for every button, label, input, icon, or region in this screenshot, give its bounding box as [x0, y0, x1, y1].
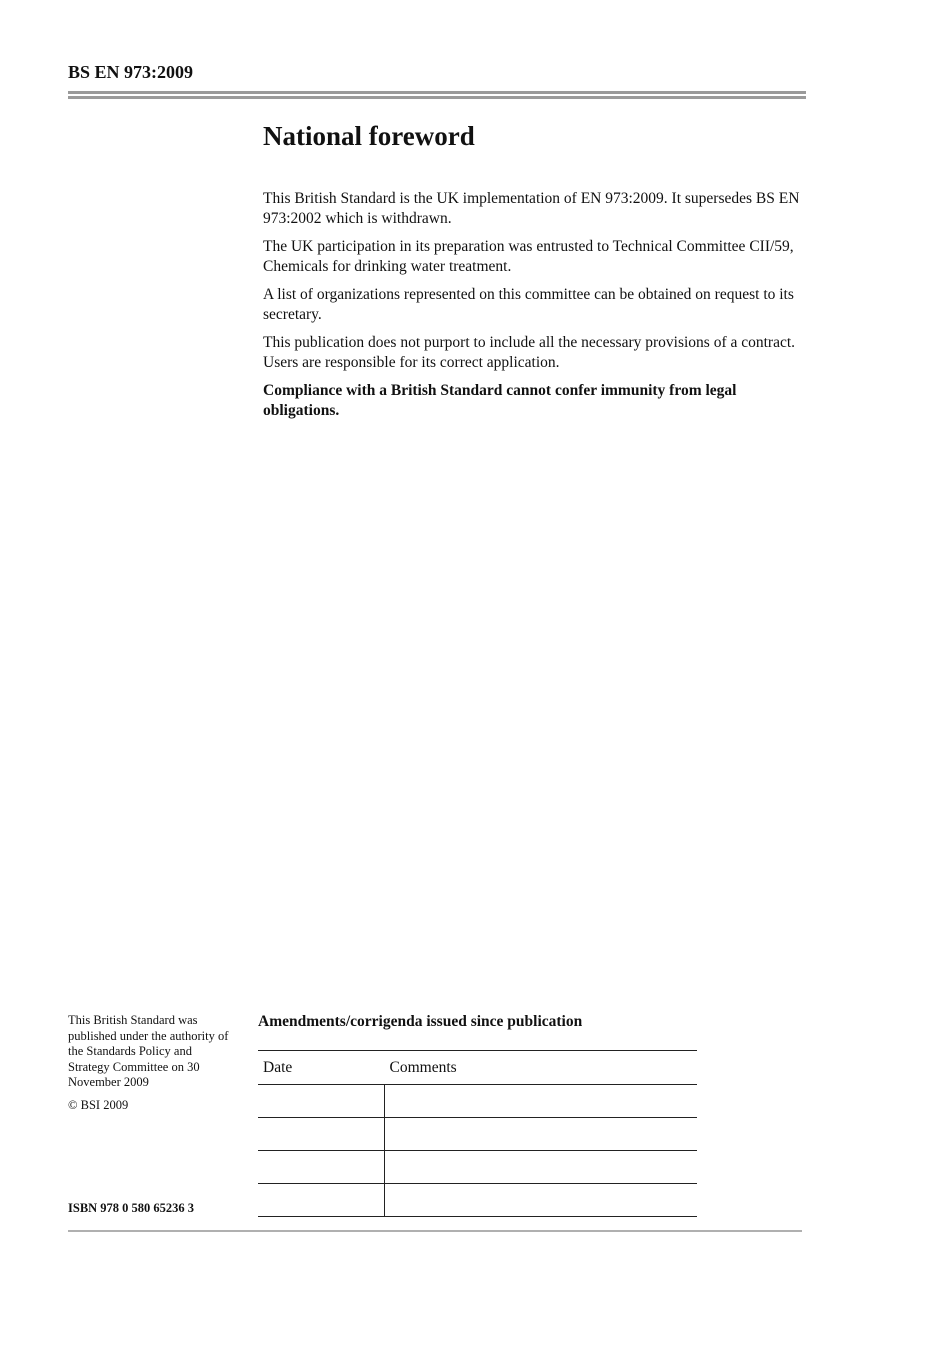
footer-rule	[68, 1230, 802, 1232]
table-cell-comments	[385, 1184, 698, 1217]
publication-note	[68, 1013, 233, 1120]
header-double-rule	[68, 91, 806, 100]
table-row	[258, 1118, 697, 1151]
table-cell-date	[258, 1151, 385, 1184]
column-header-date: Date	[258, 1051, 385, 1085]
foreword-body	[263, 189, 803, 429]
column-header-comments: Comments	[385, 1051, 698, 1085]
isbn: ISBN 978 0 580 65236 3	[68, 1201, 195, 1215]
document-code: BS EN 973:2009	[68, 62, 194, 82]
foreword-paragraph: A list of organizations represented on this committee can be obtained on request to its secretary.	[263, 286, 794, 323]
header-rule-line	[68, 96, 806, 99]
table-cell-date	[258, 1085, 385, 1118]
amendments-title: Amendments/corrigenda issued since publication	[258, 1013, 583, 1030]
table-cell-date	[258, 1184, 385, 1217]
table-cell-comments	[385, 1151, 698, 1184]
amendments-table	[258, 1050, 697, 1217]
table-row	[258, 1184, 697, 1217]
foreword-paragraph: This British Standard is the UK implementation of EN 973:2009. It supersedes BS EN 973:2002 which is withdrawn.	[263, 190, 800, 227]
table-cell-comments	[385, 1085, 698, 1118]
legal-notice: Compliance with a British Standard cannot confer immunity from legal obligations.	[263, 382, 737, 419]
header-rule-line	[68, 91, 806, 94]
copyright-notice: © BSI 2009	[68, 1097, 129, 1112]
table-row	[258, 1085, 697, 1118]
table-cell-date	[258, 1118, 385, 1151]
table-row	[258, 1151, 697, 1184]
table-header-row	[258, 1051, 697, 1085]
publication-statement: This British Standard was published under the authority of the Standards Policy and Strategy Committee on 30 November 2009	[68, 1013, 229, 1089]
page-title: National foreword	[263, 121, 475, 151]
foreword-paragraph: The UK participation in its preparation was entrusted to Technical Committee CII/59, Chemicals for drinking water treatment.	[263, 238, 794, 275]
foreword-paragraph: This publication does not purport to include all the necessary provisions of a contract. Users are responsible for its correct application.	[263, 334, 796, 371]
table-cell-comments	[385, 1118, 698, 1151]
